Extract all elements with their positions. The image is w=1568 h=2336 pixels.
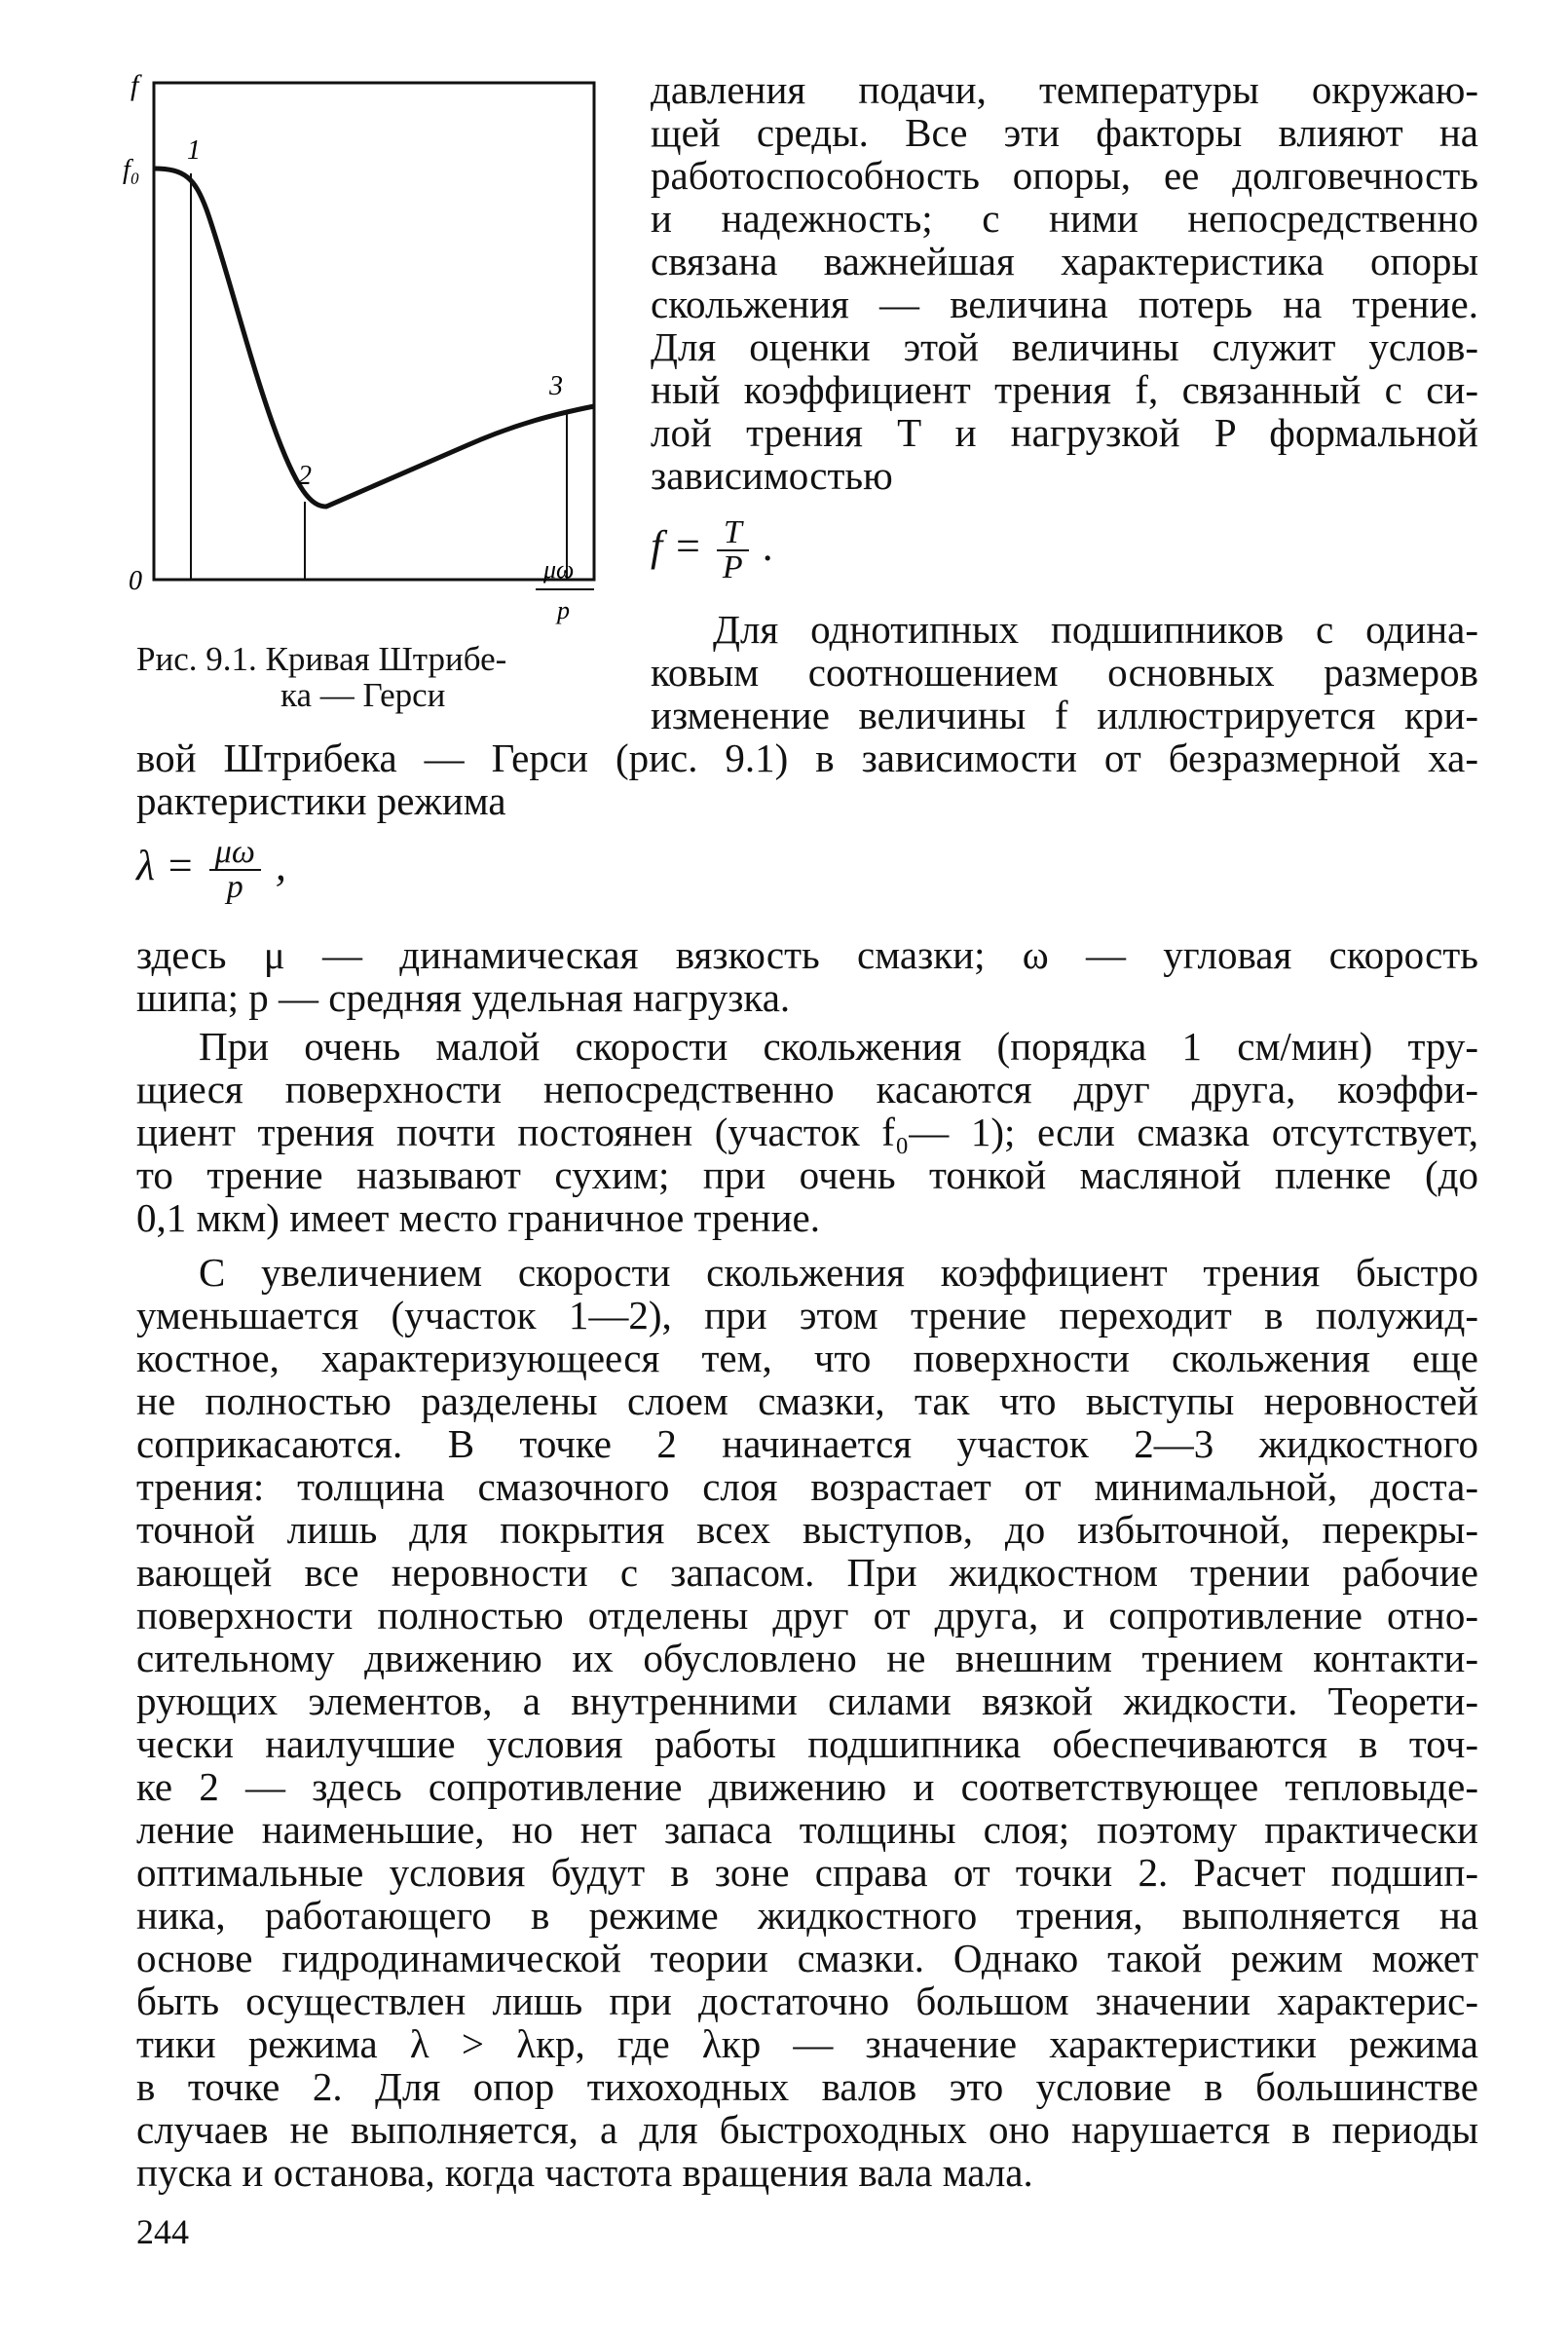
stribeck-curve-diagram [117, 63, 623, 628]
text-line: пуска и останова, когда частота вращения вала мала. [136, 2150, 1033, 2195]
text-line: оптимальные условия будут в зоне справа от точки 2. Расчет подшип- [136, 1850, 1478, 1895]
text-line: Для однотипных подшипников с одина- [713, 607, 1478, 652]
text-line: соприкасаются. В точке 2 начинается участок 2—3 жидкостного [136, 1421, 1478, 1466]
formula-lhs: λ = [136, 842, 195, 890]
text-line: вающей все неровности с запасом. При жидкостном трении рабочие [136, 1550, 1478, 1595]
formula-lhs: f = [651, 522, 702, 571]
formula-denominator: P [722, 549, 743, 585]
text-line: При очень малой скорости скольжения (порядка 1 см/мин) тру- [199, 1024, 1478, 1069]
text-line: не полностью разделены слоем смазки, так что выступы неровностей [136, 1378, 1478, 1423]
text-line: здесь μ — динамическая вязкость смазки; ω — угловая скорость [136, 932, 1478, 977]
text-line: ление наименьшие, но нет запаса толщины слоя; поэтому практически [136, 1807, 1478, 1852]
text-line: быть осуществлен лишь при достаточно большом значении характерис- [136, 1978, 1478, 2023]
text-line: рактеристики режима [136, 778, 506, 823]
text-line: ника, работающего в режиме жидкостного трения, выполняется на [136, 1893, 1478, 1938]
text-line: шипа; p — средняя удельная нагрузка. [136, 975, 791, 1020]
text-line: давления подачи, температуры окружаю- [651, 67, 1478, 112]
figure-stribeck-curve [117, 63, 623, 628]
formula-fraction [717, 516, 749, 584]
point-3-label: 3 [549, 371, 563, 401]
text-line: Для оценки этой величины служит услов- [651, 324, 1478, 369]
text-line: уменьшается (участок 1—2), при этом трение переходит в полужид- [136, 1293, 1478, 1338]
text-line: С увеличением скорости скольжения коэффициент трения быстро [199, 1250, 1478, 1295]
x-axis-label-denominator: p [557, 596, 570, 624]
f0-label: f₀ [123, 155, 140, 185]
text-line: работоспособность опоры, ее долговечность [651, 153, 1478, 198]
figure-caption-line-1: Рис. 9.1. Кривая Штрибе- [136, 640, 507, 678]
formula-fraction [209, 836, 261, 904]
text-line: связана важнейшая характеристика опоры [651, 239, 1478, 283]
text-line: изменение величины f иллюстрируется кри- [651, 693, 1478, 737]
text-line: скольжения — величина потерь на трение. [651, 282, 1478, 326]
text-line: циент трения почти постоянен (участок f₀— 1); если смазка отсутствует, [136, 1110, 1478, 1154]
text-line: точной лишь для покрытия всех выступов, до избыточной, перекры- [136, 1507, 1478, 1552]
text-line: основе гидродинамической теории смазки. Однако такой режим может [136, 1936, 1478, 1980]
text-line: ке 2 — здесь сопротивление движению и соответствующее тепловыде- [136, 1764, 1478, 1809]
formula-numerator: μω [209, 836, 261, 871]
text-line: трения: толщина смазочного слоя возрастает от минимальной, доста- [136, 1464, 1478, 1509]
friction-curve [154, 169, 594, 507]
text-line: сительному движению их обусловлено не внешним трением контакти- [136, 1636, 1478, 1680]
text-line: чески наилучшие условия работы подшипника обеспечиваются в точ- [136, 1721, 1478, 1766]
formula-tail: . [763, 522, 774, 571]
formula-friction-coefficient [651, 516, 774, 584]
y-axis-label: f [131, 69, 139, 101]
plot-frame [154, 83, 594, 580]
text-line: тики режима λ > λкр, где λкр — значение характеристики режима [136, 2021, 1478, 2066]
text-line: щей среды. Все эти факторы влияют на [651, 110, 1478, 155]
text-line: лой трения T и нагрузкой P формальной [651, 410, 1478, 455]
origin-label: 0 [129, 566, 142, 596]
figure-caption-line-2: ка — Герси [280, 676, 446, 714]
text-line: случаев не выполняется, а для быстроходных оно нарушается в периоды [136, 2107, 1478, 2152]
text-line: и надежность; с ними непосредственно [651, 196, 1478, 241]
text-line: в точке 2. Для опор тихоходных валов это условие в большинстве [136, 2064, 1478, 2109]
text-line: рующих элементов, а внутренними силами вязкой жидкости. Теорети- [136, 1678, 1478, 1723]
formula-denominator: p [226, 869, 243, 905]
page-number: 244 [136, 2212, 189, 2251]
text-line: то трение называют сухим; при очень тонкой масляной пленке (до [136, 1152, 1478, 1197]
formula-numerator: T [717, 516, 749, 551]
text-line: поверхности полностью отделены друг от друга, и сопротивление отно- [136, 1593, 1478, 1638]
text-line: вой Штрибека — Герси (рис. 9.1) в зависимости от безразмерной ха- [136, 735, 1478, 780]
text-line: ковым соотношением основных размеров [651, 650, 1478, 695]
x-axis-label-numerator: μω [543, 555, 575, 584]
formula-mode-characteristic [136, 836, 286, 904]
point-2-label: 2 [298, 461, 312, 491]
text-line: костное, характеризующееся тем, что поверхности скольжения еще [136, 1336, 1478, 1380]
point-1-label: 1 [187, 135, 201, 166]
text-line: зависимостью [651, 453, 893, 498]
formula-tail: , [275, 842, 286, 890]
text-line: щиеся поверхности непосредственно касаются друг друга, коэффи- [136, 1067, 1478, 1111]
text-line: ный коэффициент трения f, связанный с си- [651, 367, 1478, 412]
text-line: 0,1 мкм) имеет место граничное трение. [136, 1195, 821, 1240]
